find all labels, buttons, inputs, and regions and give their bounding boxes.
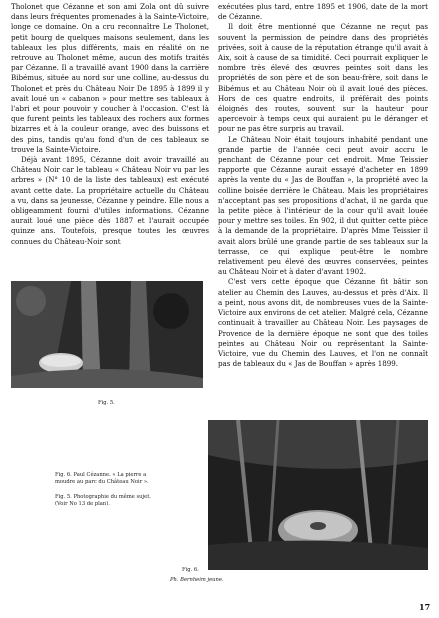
right-text-column [218,2,428,369]
page-number: 17 [419,602,431,612]
fig5-caption: Fig. 5. Photographie du même sujet. (Voir No 13 de plan). [55,494,151,507]
paragraph: exécutées plus tard, entre 1895 et 1906, date de la mort de Cézanne. [218,2,428,22]
fig6-caption: Fig. 6. Paul Cézanne. « La pierre a moudre au parc du Château Noir ». [55,472,149,485]
left-text-column [11,2,209,247]
fig6-label: Fig. 6. [182,567,199,573]
millstone-painting [208,420,428,570]
fig5-label: Fig. 5. [98,400,115,406]
stone-and-trees-photo [11,281,203,388]
paragraph: Il doit être mentionné que Cézanne ne reçut pas souvent la permission de peindre dans des propriétés privées, soit à cause de la réputation étrange qu'il avait à Aix, soit à cause de sa timidité. Ceci pourrait expliquer le nombre très élevé des œuvres peintes soit dans les propriétés de son père et de son beau-frère, soit dans le Bibémus et au Château Noir où il avait loué des pièces. Hors de ces quatre endroits, il préférait des points éloignés des routes, souvent sur la hauteur pour apercevoir à temps ceux qui auraient pu le déranger et pour ne pas être surpris au travail. [218,22,428,134]
painting-fig6 [208,420,428,570]
photograph-fig5 [11,281,203,388]
photo-credit: Ph. Bernheim jeune. [170,577,224,583]
paragraph: Tholonet que Cézanne et son ami Zola ont dû suivre dans leurs fréquentes promenades à la Sainte-Victoire, longe ce domaine. On a cru reconnaître Le Tholonet, petit bourg de quelques maisons seulement, dans les tableaux les plus différents, mais en réalité on ne retrouve au Tholonet même, aucun des motifs traités par Cézanne. Il a travaillé avant 1900 dans la carrière Bibémus, située au nord sur une colline, au-dessus du Tholonet et près du Château Noir De 1895 à 1899 il y avait loué un « cabanon » pour mettre ses tableaux à l'abri et pour pouvoir y coucher à l'occasion. C'est là que furent peints les tableaux des rochers aux formes bizarres et à la couleur orange, avec des buissons et des pins, tandis qu'au fond d'un de ces tableaux se trouve la Sainte-Victoire. [11,2,209,154]
paragraph: C'est vers cette époque que Cézanne fit bâtir son atelier au Chemin des Lauves, au-dessus et près d'Aix. Il a peint, nous avons dit, de nombreuses vues de la Sainte-Victoire aux environs de cet atelier. Malgré cela, Cézanne continuait à travailler au Château Noir. Les paysages de Provence de la dernière époque ne sont que des toiles peintes au Château Noir ou représentant la Sainte-Victoire, vue du Chemin des Lauves, et l'on ne connaît pas de tableaux du « Jas de Bouffan » après 1899. [218,277,428,369]
paragraph: Le Château Noir était toujours inhabité pendant une grande partie de l'année ceci peut avoir accru le penchant de Cézanne pour cet endroit. Mme Teissier rapporte que Cézanne aurait essayé d'acheter en 1899 après la vente du « Jas de Bouffan », la propriété avec la colline boisée derrière le Château. Mais les propriétaires n'acceptant pas ses propositions d'achat, il ne garda que la petite pièce à l'intérieur de la cour qu'il avait louée pour y mettre ses toiles. En 902, il dut quitter cette pièce à la demande de la propriétaire. D'après Mme Teissier il avait alors brûlé une grande partie de ses tableaux sur la terrasse, ce qui explique peut-être le nombre relativement peu élevé des œuvres conservées, peintes au Château Noir et à dater d'avant 1902. [218,134,428,277]
paragraph: Déjà avant 1895, Cézanne doit avoir travaillé au Château Noir car le tableau « Château Noir vu par les arbres » (N° 10 de la liste des tableaux) est exécuté avant cette date. La propriétaire actuelle du Château a vu, dans sa jeunesse, Cézanne y peindre. Elle nous a obligeamment fourni d'utiles informations. Cézanne aurait loué une pièce dès 1887 et l'aurait occupée quinze ans. Toutefois, presque toutes les œuvres connues du Château-Noir sont [11,155,209,246]
